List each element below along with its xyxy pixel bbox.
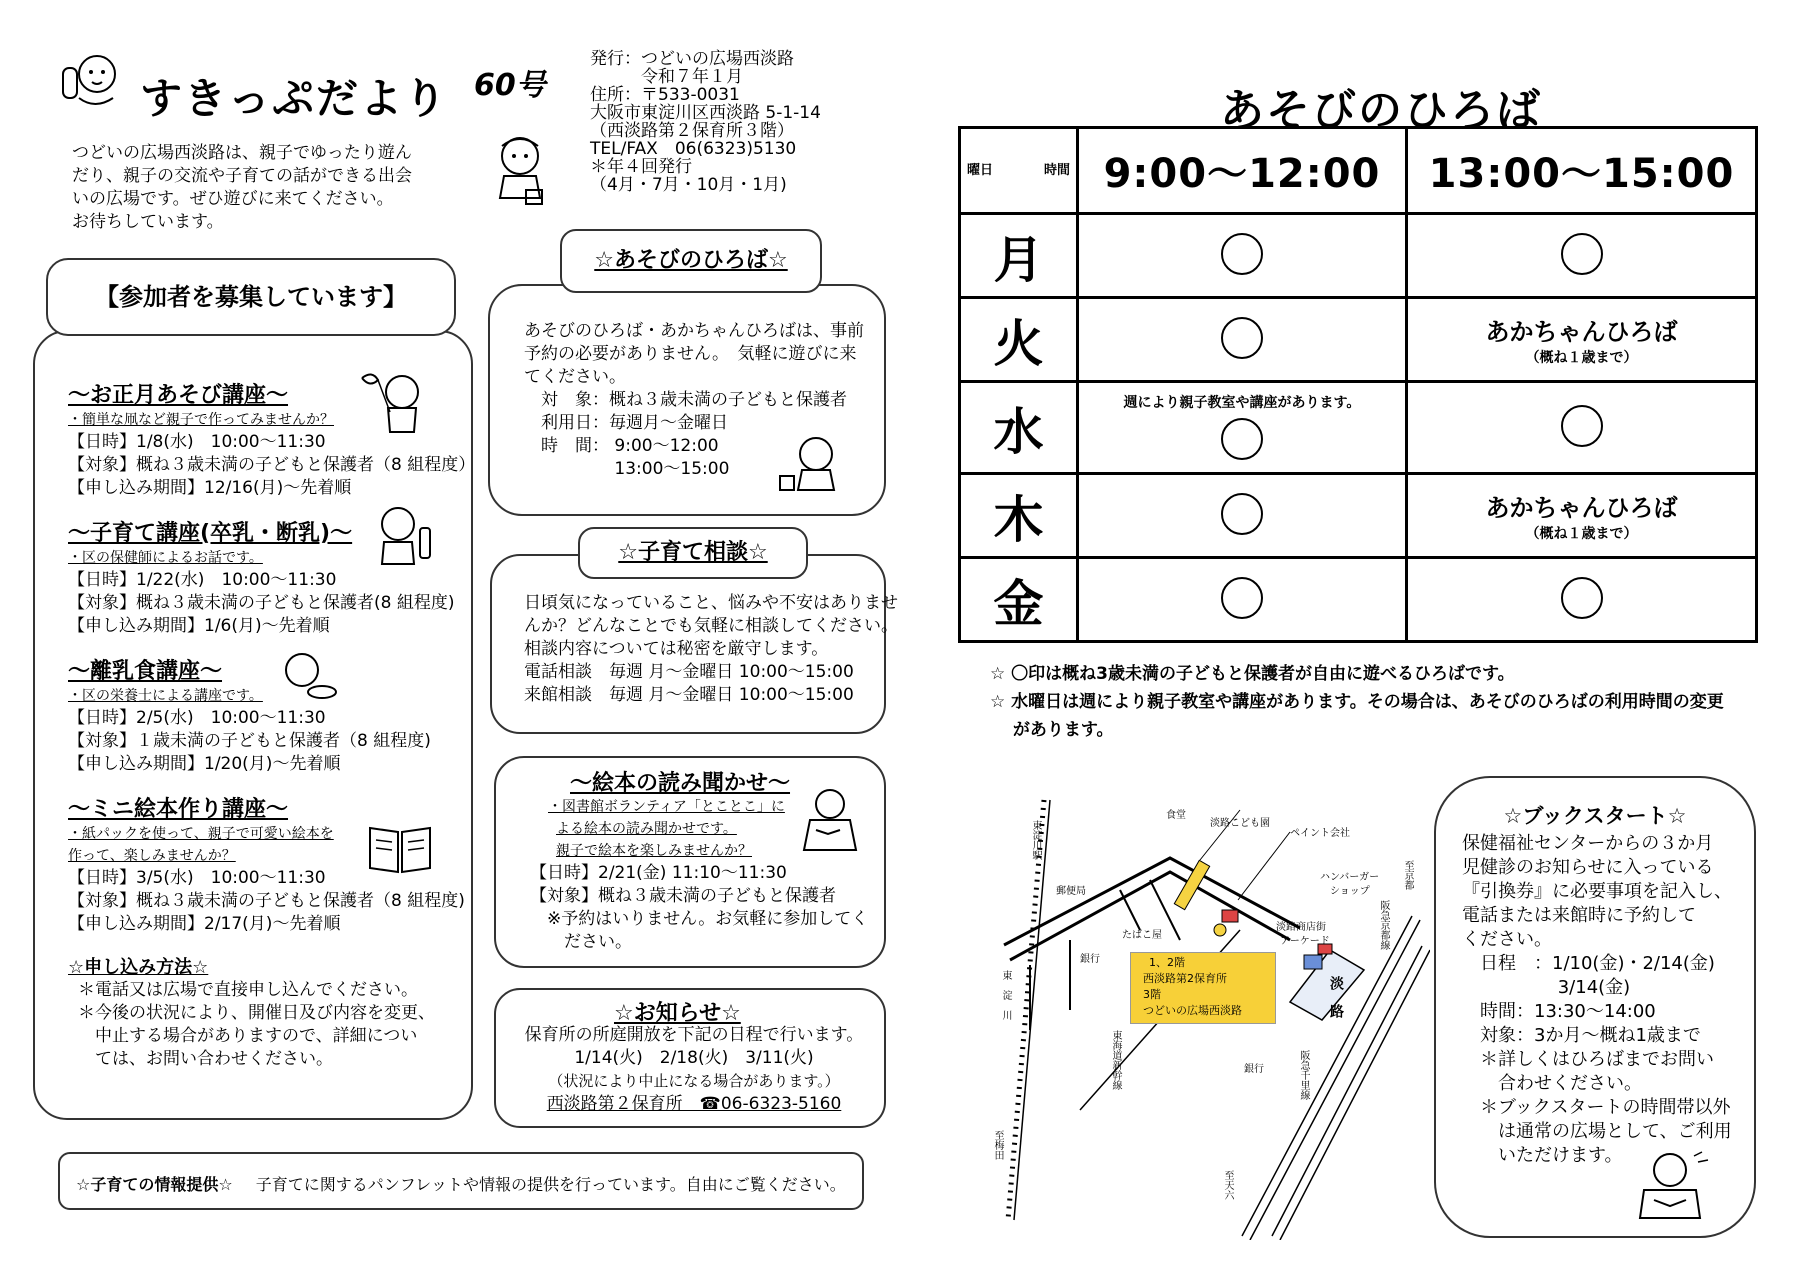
day-cell [960, 474, 1078, 558]
intro-line: つどいの広場西淡路は、親子でゆったり遊ん [72, 143, 412, 163]
picture-book-icon [366, 820, 434, 876]
map-label-station: 淡 路 [1328, 976, 1344, 1018]
open-circle-icon [1221, 577, 1263, 619]
course-title: ～お正月あそび講座～ [68, 383, 289, 408]
info-bar-text: 子育てに関するパンフレットや情報の提供を行っています。自由にご覧ください。 [255, 1175, 846, 1194]
publisher-line: 大阪市東淀川区西淡路 5-1-14 [590, 103, 821, 123]
baby-playing-icon [776, 432, 850, 494]
publisher-info [590, 50, 850, 194]
open-circle-icon [1221, 493, 1263, 535]
ehon-note: ・図書館ボランティア「とことこ」に [548, 799, 785, 815]
day-cell [960, 298, 1078, 382]
application-method [68, 956, 468, 1071]
notice-line: （状況により中止になる場合があります。） [548, 1072, 840, 1090]
child-kite-icon [352, 368, 432, 438]
ehon-line: ださい。 [530, 932, 632, 952]
baby-hiroba-sub: （概ね１歳まで） [1525, 350, 1638, 366]
facility-line: 3階 [1143, 988, 1161, 1001]
asobi-line: 対 象：概ね３歳未満の子どもと保護者 [524, 390, 847, 410]
course-note: ・簡単な凧など親子で作ってみませんか？ [68, 412, 334, 428]
schedule-corner [960, 128, 1078, 214]
method-title: ☆申し込み方法☆ [68, 957, 209, 978]
newsletter-title: すきっぷだより [140, 74, 449, 123]
notice-contact: 西淡路第２保育所 ☎06-6323-5160 [546, 1094, 842, 1114]
slot-cell [1078, 214, 1407, 298]
map-label-shop: ショップ [1330, 886, 1370, 897]
bookstart-line: 対象：3か月～概ね1歳まで [1462, 1025, 1701, 1046]
recruit-title: 【参加者を募集しています】 [46, 258, 456, 336]
bookstart-line: 電話または来館時に予約して [1462, 905, 1696, 926]
publisher-line: ＊年４回発行 [590, 157, 692, 177]
course-rinyushoku [68, 654, 468, 792]
course-note: ・区の栄養士による講座です。 [68, 688, 263, 704]
day-label: 木 [993, 490, 1044, 549]
slot-cell [1407, 298, 1757, 382]
asobi-line: 13:00～15:00 [524, 459, 730, 479]
day-cell [960, 558, 1078, 642]
course-line: 【日時】1/8(水) 10:00～11:30 [68, 432, 326, 452]
schedule-title: あそびのひろば [1220, 85, 1542, 136]
publisher-line: 住所：〒533-0031 [590, 85, 740, 105]
ehon-line: 【日時】2/21(金) 11:10～11:30 [530, 863, 787, 883]
time-header-am [1078, 128, 1407, 214]
slot-cell [1078, 558, 1407, 642]
course-line: 【日時】2/5(水) 10:00～11:30 [68, 708, 326, 728]
open-circle-icon [1561, 577, 1603, 619]
publisher-line: 発行：つどいの広場西淡路 [590, 49, 794, 69]
bookstart-line: ＊ブックスタートの時間帯以外 [1462, 1097, 1731, 1118]
consult-line: 相談内容については秘密を厳守します。 [524, 639, 829, 659]
day-label: 月 [993, 230, 1044, 289]
baby-hiroba-label: あかちゃんひろば [1485, 318, 1678, 346]
day-label: 金 [993, 574, 1044, 633]
bookstart-line: ください。 [1462, 929, 1552, 950]
ehon-line: ※予約はいりません。お気軽に参加してく [530, 909, 869, 929]
access-map [990, 780, 1430, 1240]
slot-cell [1078, 474, 1407, 558]
map-label-ginko: 銀行 [1080, 954, 1100, 965]
bookstart-line: ＊詳しくはひろばまでお問い [1462, 1049, 1714, 1070]
open-circle-icon [1561, 405, 1603, 447]
course-note: 作って、楽しみませんか？ [68, 848, 236, 864]
course-title: ～子育て講座(卒乳・断乳)～ [68, 521, 353, 546]
corner-time-label: 時間 [1043, 163, 1070, 178]
map-label-jr-station: 東淀川駅 [1030, 820, 1041, 860]
bookstart-line: 『引換券』に必要事項を記入し、 [1462, 881, 1732, 902]
map-label-jr1: 阪急京都線 [1378, 900, 1389, 950]
bookstart-line: 保健福祉センターからの３か月 [1462, 833, 1714, 854]
mother-reading-icon [790, 786, 866, 856]
day-label: 火 [993, 314, 1044, 373]
method-line: ては、お問い合わせください。 [78, 1049, 333, 1069]
course-note: ・紙パックを使って、親子で可愛い絵本を [68, 826, 334, 842]
course-title: ～離乳食講座～ [68, 659, 223, 684]
notice-title: ☆お知らせ☆ [614, 1001, 741, 1026]
day-label: 水 [993, 402, 1044, 461]
map-label-line-left: 至梅田 [992, 1130, 1003, 1160]
map-label-paint: ペイント会社 [1290, 828, 1350, 839]
asobi-line: てください。 [524, 367, 626, 387]
course-line: 【対象】１歳未満の子どもと保護者（8 組程度) [68, 731, 431, 751]
course-line: 【日時】1/22(水) 10:00～11:30 [68, 570, 337, 590]
map-label-line-top: 至京都 [1402, 860, 1413, 890]
ehon-note: よる絵本の読み聞かせです。 [556, 821, 737, 837]
time-pm: 13:00～15:00 [1428, 151, 1735, 197]
corner-day-label: 曜日 [967, 163, 994, 178]
issue-number: 60号 [474, 68, 546, 103]
slot-cell [1078, 298, 1407, 382]
method-line: ＊今後の状況により、開催日及び内容を変更、 [78, 1003, 435, 1023]
consult-line: んか？どんなことでも気軽に相談してください。 [524, 616, 898, 636]
consult-line: 来館相談 毎週 月～金曜日 10:00～15:00 [524, 685, 854, 705]
course-title: ～ミニ絵本作り講座～ [68, 797, 289, 822]
open-circle-icon [1221, 317, 1263, 359]
slot-cell [1407, 558, 1757, 642]
bookstart-line: は通常の広場として、ご利用 [1462, 1121, 1732, 1142]
facility-line: 1、2階 [1149, 956, 1185, 969]
consult-title: ☆子育て相談☆ [578, 527, 808, 579]
slot-cell [1407, 382, 1757, 474]
intro-line: いの広場です。ぜひ遊びに来てください。 [72, 189, 394, 209]
course-line: 【申し込み期間】1/6(月)～先着順 [68, 616, 330, 636]
asobi-box-title: ☆あそびのひろば☆ [560, 229, 822, 293]
map-label-yubin: 郵便局 [1056, 886, 1086, 897]
publisher-line: （西淡路第２保育所３階） [590, 121, 794, 141]
map-label-higashiyodogawa: 東 淀 川 [1000, 970, 1011, 1020]
slot-cell [1407, 474, 1757, 558]
map-label-line-bottom: 至天六 [1222, 1170, 1233, 1200]
map-label-ginko: 銀行 [1244, 1064, 1264, 1075]
map-label-shinkansen: 東海道新幹線 [1110, 1030, 1121, 1090]
facility-line: つどいの広場西淡路 [1143, 1004, 1242, 1017]
bookstart-line: いただけます。 [1462, 1145, 1623, 1166]
child-with-blocks-icon [490, 132, 550, 208]
map-label-shotengai: 淡路商店街 [1276, 922, 1326, 933]
course-line: 【日時】3/5(水) 10:00～11:30 [68, 868, 326, 888]
map-label-kodomoen: 淡路こども園 [1210, 818, 1270, 829]
course-line: 【申し込み期間】2/17(月)～先着順 [68, 914, 341, 934]
publisher-line: 令和７年１月 [590, 67, 743, 87]
schedule-note: ☆ 〇印は概ね3歳未満の子どもと保護者が自由に遊べるひろばです。 [990, 664, 1515, 684]
map-label-arcade: アーケード [1280, 936, 1330, 947]
method-line: ＊電話又は広場で直接申し込んでください。 [78, 980, 418, 1000]
facility-box [1130, 952, 1276, 1024]
intro-line: お待ちしています。 [72, 212, 224, 232]
consult-line: 電話相談 毎週 月～金曜日 10:00～15:00 [524, 662, 854, 682]
open-circle-icon [1221, 233, 1263, 275]
recruit-content [68, 378, 476, 1071]
child-bottle-icon [370, 502, 440, 568]
notice-line: 1/14(火) 2/18(火) 3/11(火) [574, 1048, 814, 1068]
course-line: 【申し込み期間】12/16(月)～先着順 [68, 478, 352, 498]
publisher-line: （4月・7月・10月・1月) [590, 175, 787, 195]
slot-cell [1078, 382, 1407, 474]
course-note: ・区の保健師によるお話です。 [68, 550, 263, 566]
intro-text [72, 142, 412, 234]
bookstart-line: 児健診のお知らせに入っている [1462, 857, 1714, 878]
child-reading-icon [1630, 1150, 1712, 1222]
intro-line: だり、親子の交流や子育ての話ができる出会 [72, 166, 412, 186]
facility-line: 西淡路第2保育所 [1143, 972, 1227, 985]
map-label-tabako: たばこ屋 [1122, 930, 1162, 941]
bookstart-line: 3/14(金) [1462, 977, 1631, 998]
asobi-line: 時 間： 9:00～12:00 [524, 436, 719, 456]
bookstart-line: 時間：13:30～14:00 [1462, 1001, 1656, 1022]
course-line: 【対象】概ね３歳未満の子どもと保護者(8 組程度) [68, 593, 455, 613]
baby-hiroba-sub: （概ね１歳まで） [1525, 526, 1638, 542]
ehon-line: 【対象】概ね３歳未満の子どもと保護者 [530, 886, 836, 906]
schedule-note: ☆ 水曜日は週により親子教室や講座があります。その場合は、あそびのひろばの利用時間の変更 [990, 692, 1724, 712]
course-line: 【申し込み期間】1/20(月)～先着順 [68, 754, 341, 774]
day-cell [960, 382, 1078, 474]
bookstart-line: 日程 ：1/10(金)・2/14(金) [1462, 953, 1715, 974]
schedule-note: があります。 [990, 720, 1114, 740]
schedule-notes [990, 660, 1724, 744]
bookstart-line: 合わせください。 [1462, 1073, 1642, 1094]
time-am: 9:00～12:00 [1103, 151, 1381, 197]
time-header-pm [1407, 128, 1757, 214]
notice-line: 保育所の所庭開放を下記の日程で行います。 [524, 1025, 864, 1045]
ehon-title: ～絵本の読み聞かせ～ [570, 771, 791, 796]
open-circle-icon [1561, 233, 1603, 275]
asobi-line: 予約の必要がありません。 気軽に遊びに来 [524, 344, 857, 364]
info-bar-label: ☆子育ての情報提供☆ [76, 1175, 233, 1194]
wednesday-note: 週により親子教室や講座があります。 [1123, 394, 1361, 411]
bookstart-content [1462, 832, 1732, 1168]
baby-phone-icon [55, 48, 125, 118]
publisher-line: TEL/FAX 06(6323)5130 [590, 139, 797, 159]
map-label-jr2: 阪急千里線 [1298, 1050, 1309, 1100]
map-label-shokudo: 食堂 [1166, 810, 1186, 821]
course-line: 【対象】概ね３歳未満の子どもと保護者（8 組程度) [68, 891, 465, 911]
baby-hiroba-label: あかちゃんひろば [1485, 494, 1678, 522]
asobi-line: 利用日：毎週月～金曜日 [524, 413, 728, 433]
notice-content [514, 1024, 874, 1116]
schedule-table [958, 126, 1758, 643]
ehon-note: 親子で絵本を楽しみませんか？ [556, 843, 752, 859]
asobi-line: あそびのひろば・あかちゃんひろばは、事前 [524, 321, 864, 341]
consult-line: 日頃気になっていること、悩みや不安はありませ [524, 593, 898, 613]
open-circle-icon [1221, 418, 1263, 460]
day-cell [960, 214, 1078, 298]
baby-food-icon [272, 648, 342, 702]
method-line: 中止する場合がありますので、詳細につい [78, 1026, 418, 1046]
bookstart-title: ☆ブックスタート☆ [1503, 804, 1687, 828]
course-line: 【対象】概ね３歳未満の子どもと保護者（8 組程度） [68, 455, 476, 475]
consult-content [524, 592, 898, 707]
info-bar-content [76, 1172, 846, 1195]
slot-cell [1407, 214, 1757, 298]
map-label-burger: ハンバーガー [1320, 872, 1380, 883]
